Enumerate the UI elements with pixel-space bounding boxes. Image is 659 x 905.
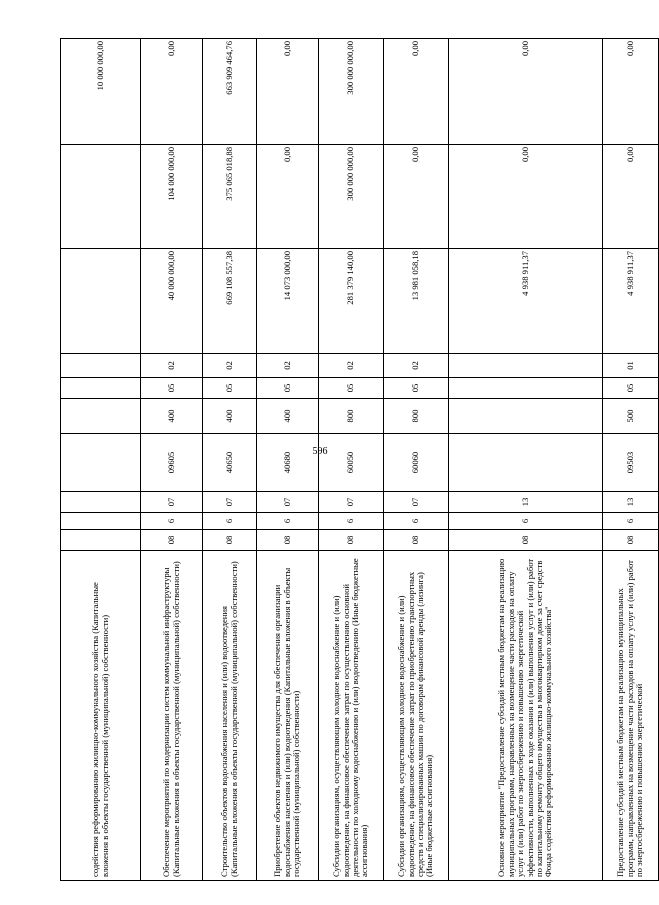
- code-grbs: 08: [257, 530, 319, 551]
- amount-year-1: 669 108 557,38: [203, 249, 257, 354]
- code-subsection: 02: [319, 354, 384, 378]
- code-direction: 60050: [319, 434, 384, 492]
- table-row: [203, 39, 257, 881]
- code-section: 05: [257, 378, 319, 399]
- code-direction: 40650: [203, 434, 257, 492]
- code-subsection: 02: [203, 354, 257, 378]
- code-subsection: 02: [384, 354, 449, 378]
- code-grbs: [61, 530, 141, 551]
- budget-table: [60, 38, 659, 881]
- amount-year-3: 0,00: [141, 39, 203, 145]
- amount-year-2: 300 000 000,00: [319, 145, 384, 249]
- amount-year-2: 0,00: [449, 145, 603, 249]
- code-section: [61, 378, 141, 399]
- table-row: [603, 39, 659, 881]
- code-program: 6: [319, 513, 384, 530]
- amount-year-2: [61, 145, 141, 249]
- amount-year-2: 104 000 000,00: [141, 145, 203, 249]
- code-program: [61, 513, 141, 530]
- table-row: [449, 39, 603, 881]
- code-expense-type: 800: [384, 399, 449, 434]
- code-expense-type: 400: [257, 399, 319, 434]
- row-name: Субсидии организациям, осуществляющим холодное водоснабжение и (или) водоотведение, на финансовое обеспечение затрат по осуществлению основной деятельности по холодному водоснабжению и (или) водоотведению (Иные бюджетные ассигнования): [319, 551, 384, 881]
- table-row: [319, 39, 384, 881]
- amount-year-3: 0,00: [449, 39, 603, 145]
- amount-year-3: 0,00: [603, 39, 659, 145]
- code-subprogram: 07: [319, 492, 384, 513]
- table-row: [384, 39, 449, 881]
- code-direction: 09503: [603, 434, 659, 492]
- amount-year-2: 0,00: [384, 145, 449, 249]
- code-program: 6: [257, 513, 319, 530]
- amount-year-2: 0,00: [603, 145, 659, 249]
- code-section: [449, 378, 603, 399]
- code-grbs: 08: [384, 530, 449, 551]
- rotated-table-container: [60, 39, 645, 881]
- code-subprogram: 07: [257, 492, 319, 513]
- amount-year-1: 40 000 000,00: [141, 249, 203, 354]
- code-subsection: 01: [603, 354, 659, 378]
- code-subsection: [61, 354, 141, 378]
- amount-year-1: 4 938 911,37: [449, 249, 603, 354]
- code-section: 05: [603, 378, 659, 399]
- table-row: [61, 39, 141, 881]
- row-name: содействия реформированию жилищно-коммунального хозяйства (Капитальные вложения в объекты государственной (муниципальной) собственности): [61, 551, 141, 881]
- code-expense-type: 400: [203, 399, 257, 434]
- code-subsection: 02: [257, 354, 319, 378]
- table-row: [141, 39, 203, 881]
- amount-year-3: 0,00: [257, 39, 319, 145]
- row-name: Приобретение объектов недвижимого имущества для обеспечения организации водоснабжения населения и (или) водоотведения (Капитальные вложения в объекты государственной (муниципальной) собственности): [257, 551, 319, 881]
- code-subprogram: [61, 492, 141, 513]
- code-direction: 09605: [141, 434, 203, 492]
- code-section: 05: [319, 378, 384, 399]
- code-grbs: 08: [603, 530, 659, 551]
- code-expense-type: 800: [319, 399, 384, 434]
- code-grbs: 08: [141, 530, 203, 551]
- code-subprogram: 13: [603, 492, 659, 513]
- row-name: Основное мероприятие "Предоставление субсидий местным бюджетам на реализацию муниципальных программ, направленных на возмещение части расходов на оплату услуг и (или) работ по энергосбережению и повышению энергетической эффективности, выполненных в ходе оказания и (или) выполнения услуг и (или) работ по капитальному ремонту общего имущества в многоквартирном доме за счет средств Фонда содействия реформированию жилищно-коммунального хозяйства": [449, 551, 603, 881]
- code-program: 6: [141, 513, 203, 530]
- amount-year-3: 300 000 000,00: [319, 39, 384, 145]
- code-program: 6: [203, 513, 257, 530]
- code-subsection: 02: [141, 354, 203, 378]
- amount-year-2: 0,00: [257, 145, 319, 249]
- code-grbs: 08: [319, 530, 384, 551]
- code-direction: 60060: [384, 434, 449, 492]
- amount-year-3: 663 909 464,76: [203, 39, 257, 145]
- code-expense-type: [61, 399, 141, 434]
- code-direction: 40680: [257, 434, 319, 492]
- amount-year-1: 14 073 000,00: [257, 249, 319, 354]
- code-subprogram: 07: [384, 492, 449, 513]
- amount-year-1: 13 981 058,18: [384, 249, 449, 354]
- code-direction: [61, 434, 141, 492]
- code-subprogram: 07: [141, 492, 203, 513]
- row-name: Предоставление субсидий местным бюджетам на реализацию муниципальных программ, направленных на возмещение части расходов на оплату услуг и (или) работ по энергосбережению и повышению энергетической: [603, 551, 659, 881]
- row-name: Обеспечение мероприятий по модернизации систем коммунальной инфраструктуры (Капитальные вложения в объекты государственной (муниципальной) собственности): [141, 551, 203, 881]
- code-section: 05: [141, 378, 203, 399]
- code-expense-type: 400: [141, 399, 203, 434]
- code-grbs: 08: [203, 530, 257, 551]
- code-program: 6: [603, 513, 659, 530]
- code-subsection: [449, 354, 603, 378]
- code-subprogram: 07: [203, 492, 257, 513]
- table-row: [257, 39, 319, 881]
- amount-year-1: 4 938 911,37: [603, 249, 659, 354]
- code-section: 05: [203, 378, 257, 399]
- code-program: 6: [384, 513, 449, 530]
- amount-year-1: [61, 249, 141, 354]
- code-expense-type: [449, 399, 603, 434]
- page-number: 596: [312, 446, 328, 457]
- amount-year-1: 281 379 140,00: [319, 249, 384, 354]
- code-subprogram: 13: [449, 492, 603, 513]
- code-program: 6: [449, 513, 603, 530]
- code-section: 05: [384, 378, 449, 399]
- code-expense-type: 500: [603, 399, 659, 434]
- code-direction: [449, 434, 603, 492]
- row-name: Субсидии организациям, осуществляющим холодное водоснабжение и (или) водоотведение, на финансовое обеспечение затрат по приобретению транспортных средств и специализированных машин по договорам финансовой аренды (лизинга) (Иные бюджетные ассигнования): [384, 551, 449, 881]
- table-body: [61, 39, 659, 881]
- amount-year-3: 0,00: [384, 39, 449, 145]
- row-name: Строительство объектов водоснабжения населения и (или) водоотведения (Капитальные вложения в объекты государственной (муниципальной) собственности): [203, 551, 257, 881]
- code-grbs: 08: [449, 530, 603, 551]
- amount-year-3: 10 000 000,00: [61, 39, 141, 145]
- amount-year-2: 375 065 018,88: [203, 145, 257, 249]
